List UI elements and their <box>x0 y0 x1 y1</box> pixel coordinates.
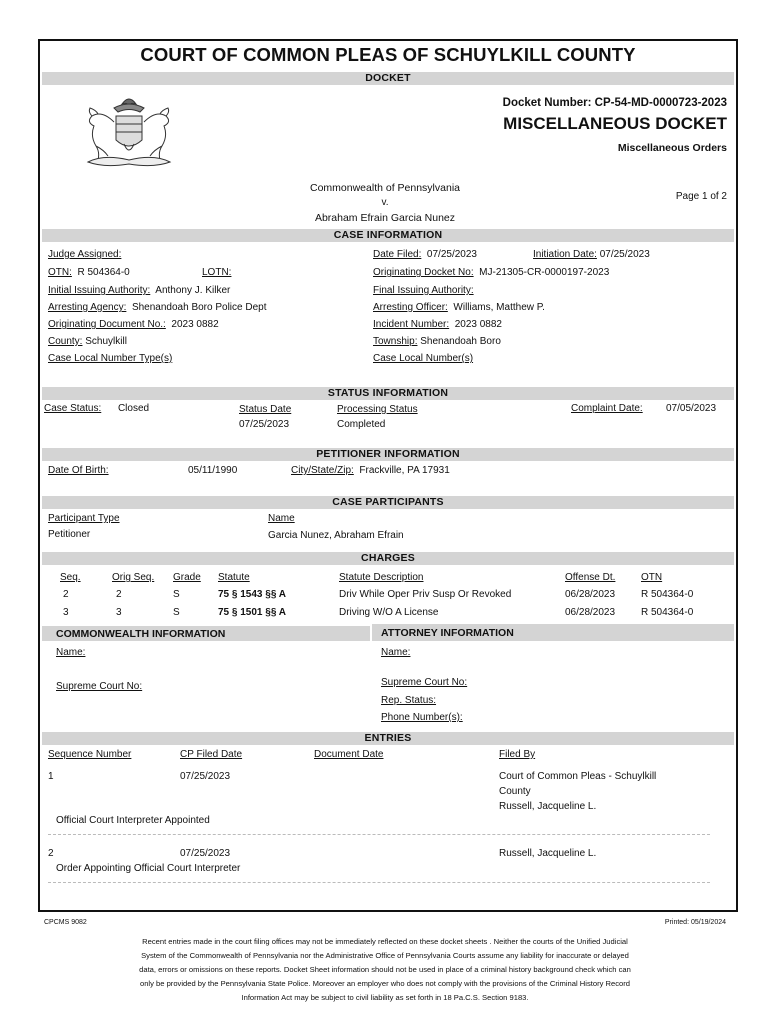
incident-number-value: 2023 0882 <box>454 319 502 330</box>
entries-header-seq: Sequence Number <box>48 749 132 760</box>
caption-versus: v. <box>381 197 389 208</box>
charges-header-statute: Statute <box>218 572 250 583</box>
dob-value: 05/11/1990 <box>188 465 238 476</box>
date-filed-label: Date Filed: <box>373 249 422 260</box>
docket-subtype: Miscellaneous Orders <box>617 142 727 154</box>
initiation-date-field <box>533 249 650 260</box>
arresting-officer-field <box>373 302 545 313</box>
entries-header-document-date: Document Date <box>314 749 384 760</box>
case-status-field <box>44 403 149 414</box>
case-status-label: Case Status: <box>44 403 102 414</box>
city-label: City/State/Zip: <box>291 465 354 476</box>
charge-statute: 75 § 1543 §§ A <box>218 589 287 600</box>
incident-number-field <box>373 319 502 330</box>
case-information-heading: CASE INFORMATION <box>42 229 734 242</box>
charge-offense-date: 06/28/2023 <box>565 589 616 600</box>
caption-defendant: Abraham Efrain Garcia Nunez <box>314 212 456 224</box>
charge-otn: R 504364-0 <box>641 607 694 618</box>
charge-otn: R 504364-0 <box>641 589 694 600</box>
charges-header-grade: Grade <box>173 572 201 583</box>
docket-type: MISCELLANEOUS DOCKET <box>503 114 727 133</box>
township-field <box>373 336 501 347</box>
entries-header-filed-by: Filed By <box>499 749 536 760</box>
disclaimer <box>80 935 690 1005</box>
disclaimer-line: data, errors or omissions on these reports. Docket Sheet information should not be used in place of a criminal history background check which can <box>139 965 631 974</box>
charges-header-offense-date: Offense Dt. <box>565 572 616 583</box>
entry-description: Order Appointing Official Court Interpreter <box>56 863 241 874</box>
initiation-date-label: Initiation Date: <box>533 249 597 260</box>
township-value: Shenandoah Boro <box>420 336 501 347</box>
entries-header-cp-filed: CP Filed Date <box>180 749 243 760</box>
entry-divider <box>48 834 710 835</box>
orig-document-field <box>48 319 219 330</box>
charges-header-seq: Seq. <box>60 572 81 583</box>
date-filed-field <box>373 249 477 260</box>
entry-seq: 1 <box>48 771 54 782</box>
attorney-rep-status-label: Rep. Status: <box>381 695 437 706</box>
petitioner-information-heading: PETITIONER INFORMATION <box>42 448 734 461</box>
case-participants-heading: CASE PARTICIPANTS <box>42 496 734 509</box>
charges-header-otn: OTN <box>641 572 663 583</box>
entry-cp-filed: 07/25/2023 <box>180 771 231 782</box>
entry-filed-by: County <box>499 786 531 797</box>
caption-plaintiff: Commonwealth of Pennsylvania <box>310 182 460 194</box>
entry-cp-filed: 07/25/2023 <box>180 848 231 859</box>
county-value: Schuylkill <box>85 336 127 347</box>
attorney-supreme-court-label: Supreme Court No: <box>381 677 468 688</box>
processing-status-label: Processing Status <box>337 404 418 415</box>
initiation-date-value: 07/25/2023 <box>599 249 650 260</box>
disclaimer-line: only be provided by the Pennsylvania State Police. Moreover an employer who does not comply with the provisions of the Criminal History Record <box>139 979 631 988</box>
initial-authority-label: Initial Issuing Authority: <box>48 285 151 296</box>
case-status-value: Closed <box>117 403 150 414</box>
disclaimer-line: Information Act may be subject to civil liability as set forth in 18 Pa.C.S. Section 9183. <box>241 993 529 1002</box>
complaint-date-value: 07/05/2023 <box>666 403 717 414</box>
arresting-agency-label: Arresting Agency: <box>48 302 127 313</box>
attorney-name-label: Name: <box>381 647 411 658</box>
local-number-type-label: Case Local Number Type(s) <box>48 353 173 364</box>
lotn-label: LOTN: <box>202 267 232 278</box>
charge-seq: 2 <box>63 589 69 600</box>
city-field <box>291 465 450 476</box>
entries-heading: ENTRIES <box>42 732 734 745</box>
charge-description: Driving W/O A License <box>339 607 439 618</box>
disclaimer-line: Recent entries made in the court filing offices may not be immediately reflected on these docket sheets . Neither the courts of the Unified Judicial <box>142 937 628 946</box>
entry-filed-by: Court of Common Pleas - Schuylkill <box>499 771 657 782</box>
participant-name-value: Garcia Nunez, Abraham Efrain <box>268 530 404 541</box>
attorney-phone-label: Phone Number(s): <box>381 712 463 723</box>
charge-offense-date: 06/28/2023 <box>565 607 616 618</box>
arresting-officer-label: Arresting Officer: <box>373 302 448 313</box>
city-value: Frackville, PA 17931 <box>359 465 450 476</box>
township-label: Township: <box>373 336 418 347</box>
docket-number: Docket Number: CP-54-MD-0000723-2023 <box>502 97 727 109</box>
initial-authority-field <box>48 285 230 296</box>
processing-status-value: Completed <box>337 419 386 430</box>
status-date-value: 07/25/2023 <box>239 419 290 430</box>
court-title: COURT OF COMMON PLEAS OF SCHUYLKILL COUNTY <box>140 44 636 65</box>
complaint-date-label: Complaint Date: <box>571 403 643 414</box>
commonwealth-heading: COMMONWEALTH INFORMATION <box>56 628 226 640</box>
charge-orig-seq: 3 <box>116 607 122 618</box>
date-filed-value: 07/25/2023 <box>426 249 477 260</box>
printed-date: Printed: 05/19/2024 <box>664 919 726 926</box>
county-label: County: <box>48 336 83 347</box>
form-id: CPCMS 9082 <box>44 919 87 926</box>
local-numbers-label: Case Local Number(s) <box>373 353 474 364</box>
docket-band: DOCKET <box>42 72 734 85</box>
otn-value: R 504364-0 <box>77 267 130 278</box>
otn-field <box>48 267 130 278</box>
incident-number-label: Incident Number: <box>373 319 450 330</box>
entry-description: Official Court Interpreter Appointed <box>56 815 210 826</box>
charge-grade: S <box>173 589 180 600</box>
originating-docket-field <box>373 267 609 278</box>
entry-filed-by: Russell, Jacqueline L. <box>499 848 597 859</box>
arresting-agency-value: Shenandoah Boro Police Dept <box>131 302 267 313</box>
entry-divider <box>48 882 710 883</box>
orig-document-value: 2023 0882 <box>171 319 219 330</box>
participant-type-label: Participant Type <box>48 513 120 524</box>
charge-orig-seq: 2 <box>116 589 122 600</box>
arresting-officer-value: Williams, Matthew P. <box>453 302 545 313</box>
charges-header-orig-seq: Orig Seq. <box>112 572 155 583</box>
dob-label: Date Of Birth: <box>48 465 109 476</box>
otn-label: OTN: <box>48 267 72 278</box>
charges-heading: CHARGES <box>42 552 734 565</box>
participant-type-value: Petitioner <box>48 529 91 540</box>
charge-seq: 3 <box>63 607 69 618</box>
judge-assigned-label: Judge Assigned: <box>48 249 122 260</box>
attorney-heading: ATTORNEY INFORMATION <box>381 627 514 639</box>
county-field <box>48 336 127 347</box>
arresting-agency-field <box>48 302 266 313</box>
originating-docket-value: MJ-21305-CR-0000197-2023 <box>479 267 610 278</box>
originating-docket-label: Originating Docket No: <box>373 267 474 278</box>
entry-filed-by: Russell, Jacqueline L. <box>499 801 597 812</box>
status-date-label: Status Date <box>239 404 292 415</box>
final-authority-label: Final Issuing Authority: <box>373 285 474 296</box>
disclaimer-line: System of the Commonwealth of Pennsylvania nor the Administrative Office of Pennsylvania Courts assume any liability for inaccurate or delayed <box>141 951 629 960</box>
page-label: Page 1 of 2 <box>675 191 727 202</box>
charge-grade: S <box>173 607 180 618</box>
participant-name-label: Name <box>268 513 295 524</box>
commonwealth-supreme-court-label: Supreme Court No: <box>56 681 143 692</box>
charge-statute: 75 § 1501 §§ A <box>218 607 287 618</box>
commonwealth-name-label: Name: <box>56 647 86 658</box>
charges-header-description: Statute Description <box>339 572 424 583</box>
charge-description: Driv While Oper Priv Susp Or Revoked <box>339 589 512 600</box>
entry-seq: 2 <box>48 848 54 859</box>
status-information-heading: STATUS INFORMATION <box>42 387 734 400</box>
orig-document-label: Originating Document No.: <box>48 319 166 330</box>
initial-authority-value: Anthony J. Kilker <box>155 285 231 296</box>
state-seal-icon <box>74 92 184 172</box>
